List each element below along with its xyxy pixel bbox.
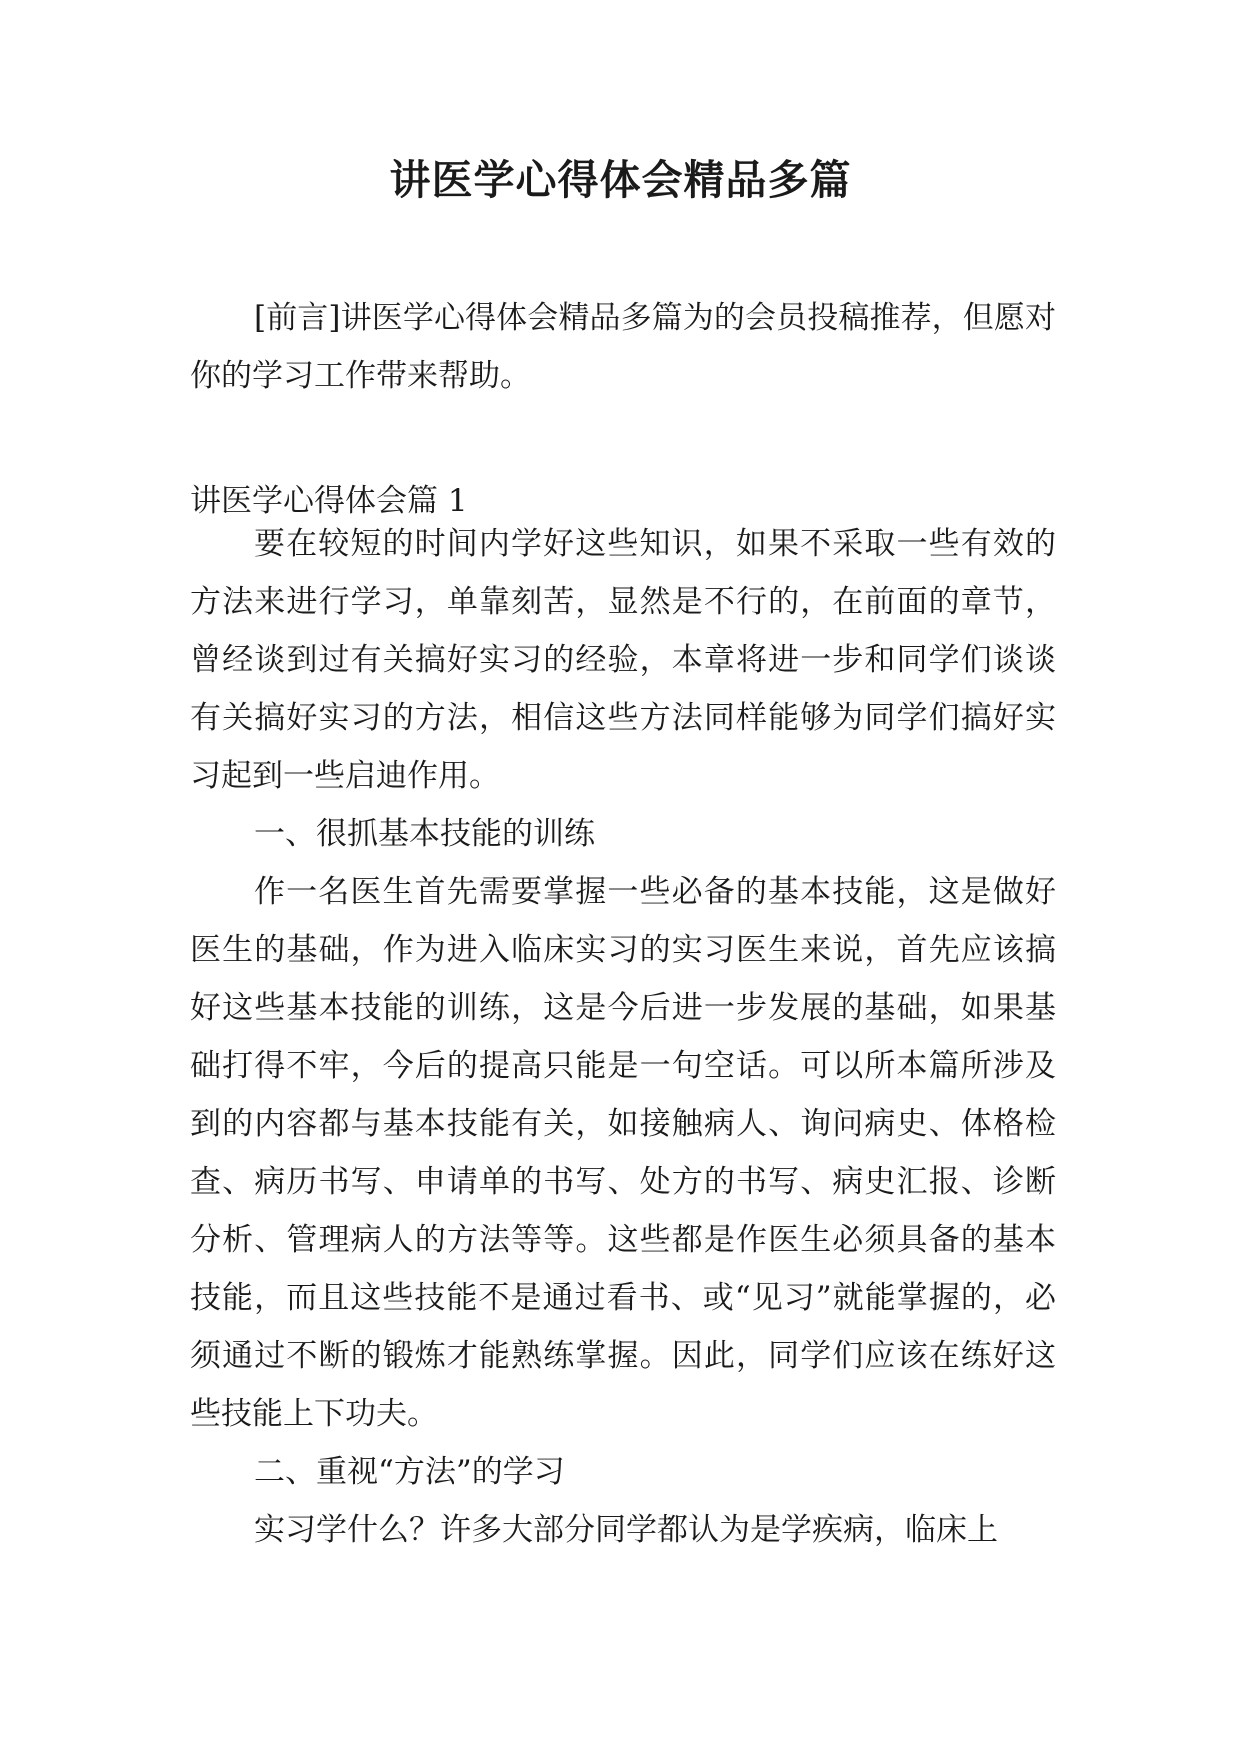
- paragraph-methods: 实习学什么？许多大部分同学都认为是学疾病，临床上: [254, 1512, 998, 1548]
- article-body: [190, 515, 1056, 1559]
- preface-paragraph: [前言]讲医学心得体会精品多篇为的会员投稿推荐，但愿对你的学习工作带来帮助。: [190, 300, 1056, 394]
- paragraph-basic-skills: 作一名医生首先需要掌握一些必备的基本技能，这是做好医生的基础，作为进入临床实习的实习医生来说，首先应该搞好这些基本技能的训练，这是今后进一步发展的基础，如果基础打得不牢，今后的提高只能是一句空话。可以所本篇所涉及到的内容都与基本技能有关，如接触病人、询问病史、体格检查、病历书写、申请单的书写、处方的书写、病史汇报、诊断分析、管理病人的方法等等。这些都是作医生必须具备的基本技能，而且这些技能不是通过看书、或“见习”就能掌握的，必须通过不断的锻炼才能熟练掌握。因此，同学们应该在练好这些技能上下功夫。: [190, 874, 1056, 1432]
- document-title: 讲医学心得体会精品多篇: [389, 156, 852, 204]
- section-heading: 讲医学心得体会篇 1: [190, 483, 468, 519]
- subheading-methods: 二、重视“方法”的学习: [254, 1454, 565, 1490]
- paragraph-intro: 要在较短的时间内学好这些知识，如果不采取一些有效的方法来进行学习，单靠刻苦，显然是不行的，在前面的章节，曾经谈到过有关搞好实习的经验，本章将进一步和同学们谈谈有关搞好实习的方法，相信这些方法同样能够为同学们搞好实习起到一些启迪作用。: [190, 526, 1056, 794]
- subheading-basic-skills: 一、很抓基本技能的训练: [254, 816, 595, 852]
